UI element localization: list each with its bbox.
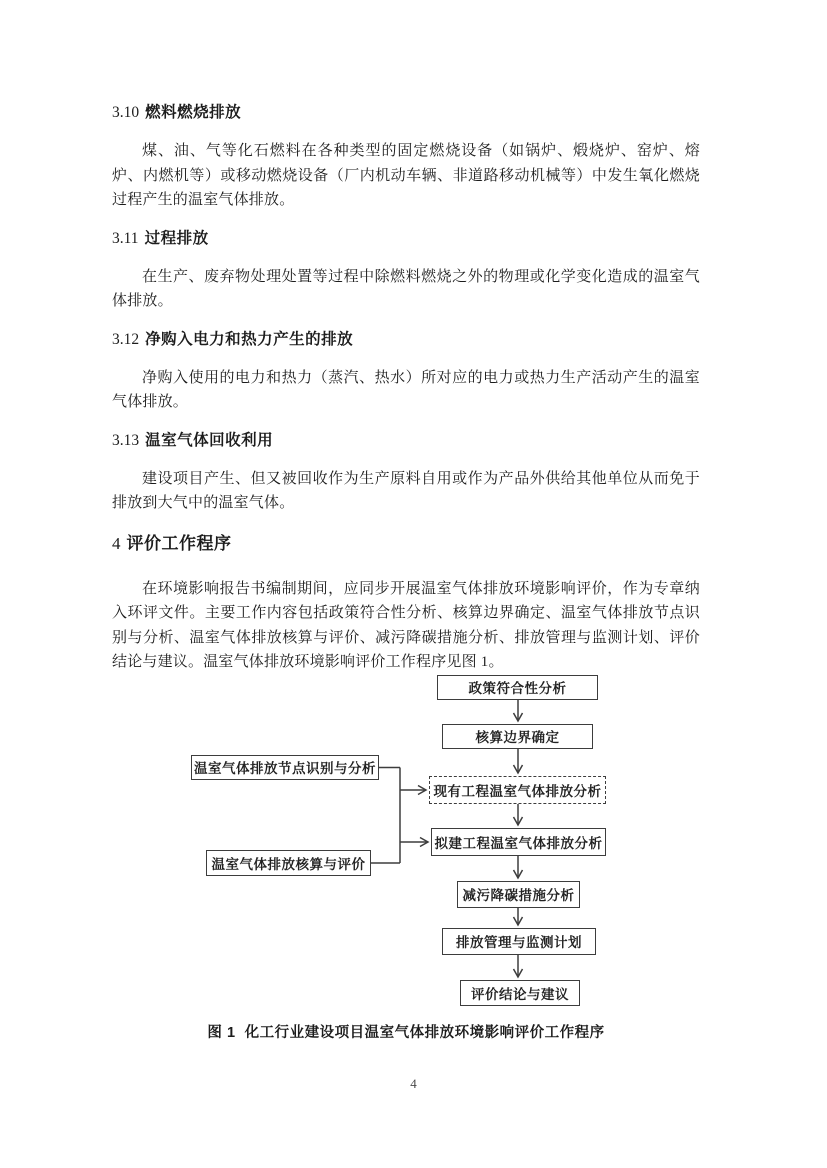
section-paragraph: 在环境影响报告书编制期间，应同步开展温室气体排放环境影响评价，作为专章纳入环评文件。主要工作内容包括政策符合性分析、核算边界确定、温室气体排放节点识别与分析、温室气体排放核算与评价、减污降碳措施分析、排放管理与监测计划、评价结论与建议。温室气体排放环境影响评价工作程序见图 1。	[112, 580, 700, 670]
section-3-13	[112, 431, 700, 516]
section-heading	[112, 103, 700, 123]
flow-node-existing-project-analysis: 现有工程温室气体排放分析	[429, 776, 606, 804]
section-paragraph: 煤、油、气等化石燃料在各种类型的固定燃烧设备（如锅炉、煅烧炉、窑炉、熔炉、内燃机等）或移动燃烧设备（厂内机动车辆、非道路移动机械等）中发生氧化燃烧过程产生的温室气体排放。	[112, 143, 700, 208]
section-4	[112, 533, 700, 675]
section-title: 过程排放	[144, 229, 209, 247]
flowchart-connectors	[112, 673, 700, 1013]
flow-node-conclusion: 评价结论与建议	[460, 980, 580, 1006]
page-number: 4	[410, 1076, 417, 1091]
section-3-10	[112, 103, 700, 213]
section-3-12	[112, 330, 700, 415]
section-heading	[112, 431, 700, 451]
section-heading	[112, 330, 700, 350]
section-number: 4	[112, 533, 121, 553]
section-number: 3.13	[112, 431, 140, 449]
section-paragraph: 建设项目产生、但又被回收作为生产原料自用或作为产品外供给其他单位从而免于排放到大气中的温室气体。	[112, 470, 700, 511]
section-title: 燃料燃烧排放	[145, 104, 242, 121]
section-3-11	[112, 229, 700, 314]
flow-node-policy-analysis: 政策符合性分析	[437, 675, 598, 700]
flow-node-emission-accounting-evaluation: 温室气体排放核算与评价	[206, 850, 371, 876]
section-heading	[112, 533, 700, 555]
section-paragraph: 净购入使用的电力和热力（蒸汽、热水）所对应的电力或热力生产活动产生的温室气体排放。	[112, 369, 700, 410]
section-paragraph: 在生产、废弃物处理处置等过程中除燃料燃烧之外的物理或化学变化造成的温室气体排放。	[112, 268, 700, 309]
flow-node-monitoring-plan: 排放管理与监测计划	[442, 928, 596, 955]
section-number: 3.10	[112, 104, 140, 121]
section-title: 净购入电力和热力产生的排放	[145, 330, 354, 348]
flowchart-figure	[112, 673, 700, 1013]
section-heading	[112, 229, 700, 249]
figure-caption: 图 1 化工行业建设项目温室气体排放环境影响评价工作程序	[207, 1024, 605, 1041]
flow-node-emission-node-identification: 温室气体排放节点识别与分析	[191, 755, 379, 780]
flow-node-proposed-project-analysis: 拟建工程温室气体排放分析	[431, 828, 606, 856]
flow-node-reduction-measures: 减污降碳措施分析	[457, 881, 580, 908]
section-number: 3.12	[112, 330, 140, 348]
section-number: 3.11	[112, 229, 139, 247]
section-title: 评价工作程序	[126, 533, 232, 553]
flow-node-accounting-boundary: 核算边界确定	[442, 724, 593, 749]
section-title: 温室气体回收利用	[145, 431, 274, 449]
